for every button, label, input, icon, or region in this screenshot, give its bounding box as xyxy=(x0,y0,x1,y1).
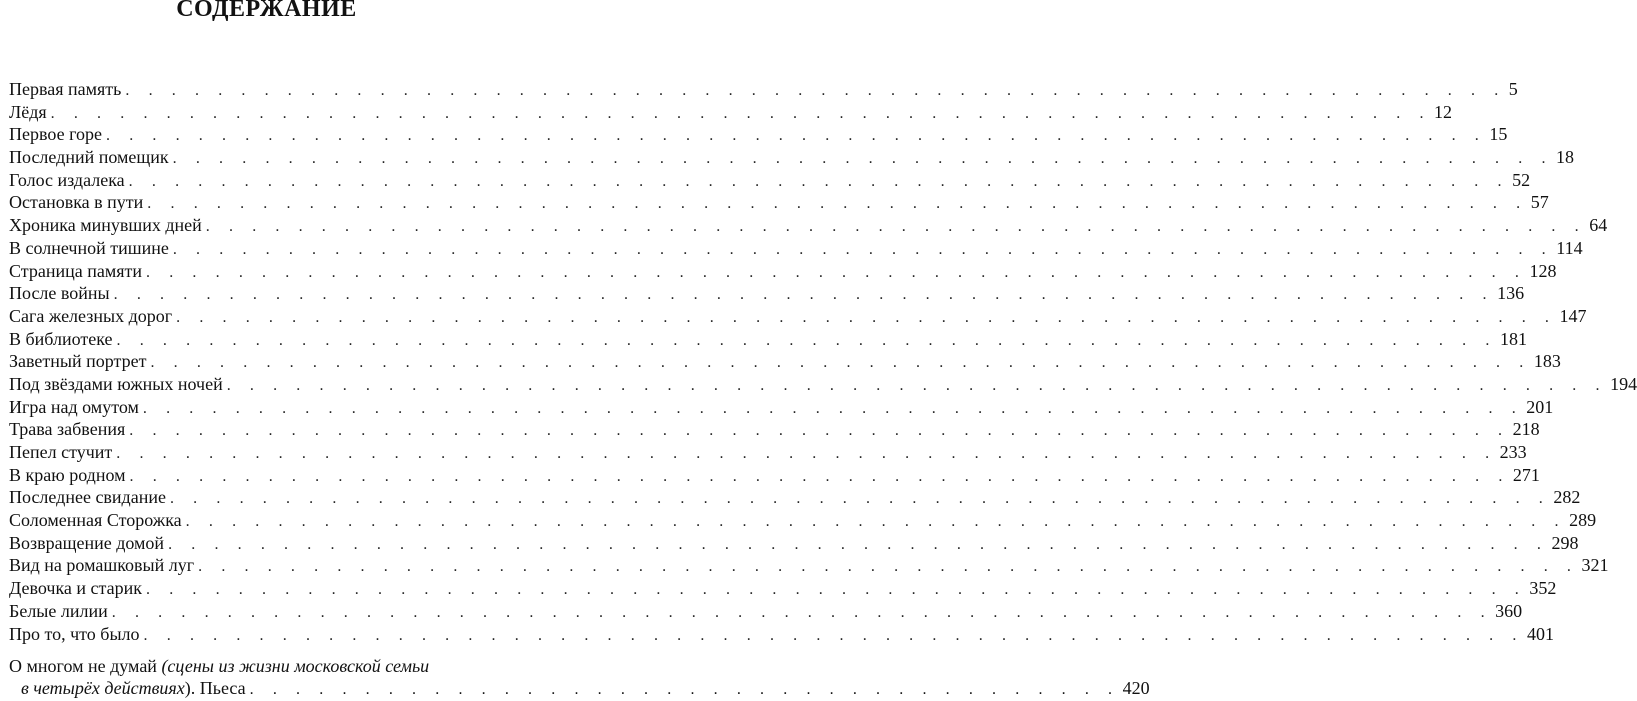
toc-entry-title: Про то, что было xyxy=(9,623,140,644)
toc-entry xyxy=(9,214,1608,237)
toc-entry-title: В краю родном xyxy=(9,464,126,485)
toc-entry xyxy=(9,418,1540,441)
toc-entry-title: Остановка в пути xyxy=(9,192,144,213)
toc-entry-page: 298 xyxy=(1551,532,1579,553)
toc-entry xyxy=(9,486,1581,509)
dot-leader: . . . . . . . . . . . . . . . . . . . . . . . . . . . . . . . . . . . . . . . . . . . . . . . . . . . . . . . . . . . . xyxy=(147,195,1528,213)
dot-leader: . . . . . . . . . . . . . . . . . . . . . . . . . . . . . . . . . . . . . . . . . . . . . . . . . . . . . . . . . . . . xyxy=(172,240,1554,258)
toc-entry-page: 5 xyxy=(1508,79,1518,99)
toc-entry xyxy=(9,328,1527,351)
toc-entry-page: 321 xyxy=(1581,555,1609,576)
toc-entry-last-subtitle-2: в четырёх действиях xyxy=(21,678,185,698)
toc-entry-title: Лёдя xyxy=(9,101,47,122)
toc-entry-title: Первая память xyxy=(9,79,122,99)
toc-entry xyxy=(9,464,1540,487)
page-title: СОДЕРЖАНИЕ xyxy=(176,0,357,22)
toc-entry-page: 352 xyxy=(1529,578,1557,599)
dot-leader: . . . . . . . . . . . . . . . . . . . . . . . . . . . . . . . . . . . . . . . . . . . . . . . . . . . . . . . . . . . . xyxy=(146,581,1527,599)
dot-leader: . . . . . . . . . . . . . . . . . . . . . . . . . . . . . . . . . . . . . . . . . . . . . . . . . . . . . . . . . . . . xyxy=(146,263,1527,281)
toc-entry xyxy=(9,123,1508,146)
dot-leader: . . . . . . . . . . . . . . . . . . . . . . . . . . . . . . . . . . . . . . . . . . . . . . . . . . . . . . . . . . . . xyxy=(176,308,1557,326)
toc-entry-page: 12 xyxy=(1434,101,1453,122)
toc-entry xyxy=(9,191,1549,214)
dot-leader: . . . . . . . . . . . . . . . . . . . . . . . . . . . . . . . . . . . . . . . . . . . . . . . . . . . . . . . . . . . . xyxy=(198,558,1579,576)
toc-entry-last-title: О многом не думай xyxy=(9,656,157,676)
toc-entry xyxy=(9,373,1637,396)
toc-entry-page: 181 xyxy=(1499,328,1527,349)
toc-entry-page: 194 xyxy=(1610,373,1637,394)
toc-entry-title: Первое горе xyxy=(9,124,102,145)
toc-entry-title: После войны xyxy=(9,283,110,304)
toc-entry xyxy=(9,554,1609,577)
toc-entry xyxy=(9,260,1557,283)
dot-leader: . . . . . . . . . . . . . . . . . . . . . . . . . . . . . . . . . . . . . . . . . . . . . . . . . . . . . . . . . . . . xyxy=(116,331,1497,349)
toc-entry xyxy=(9,101,1453,124)
toc-entry-title: Пепел стучит xyxy=(9,442,113,462)
toc-entry xyxy=(9,169,1531,192)
toc-entry-title: Голос издалека xyxy=(9,169,125,190)
toc-entry-page: 147 xyxy=(1559,305,1587,326)
toc-entry-page: 57 xyxy=(1530,192,1549,213)
dot-leader: . . . . . . . . . . . . . . . . . . . . . . . . . . . . . . . . . . . . . . . . . . . . . . . . . . . . . . . . . . . . xyxy=(125,82,1506,99)
toc-entry-page: 401 xyxy=(1526,623,1554,644)
toc-entry-title: В солнечной тишине xyxy=(9,237,169,258)
toc-entry-last-page: 420 xyxy=(1122,678,1150,698)
toc-entry-last-suffix: ). Пьеса xyxy=(184,678,246,698)
toc-entry xyxy=(9,305,1587,328)
toc-entry xyxy=(9,623,1554,646)
toc-entry-page: 282 xyxy=(1553,487,1581,508)
dot-leader: . . . . . . . . . . . . . . . . . . . . . . . . . . . . . . . . . . . . . . . . . . . . . . . . . . . . . . . . . . . . xyxy=(150,354,1531,372)
toc-entry-page: 183 xyxy=(1533,351,1561,372)
toc-entry-title: Сага железных дорог xyxy=(9,305,173,326)
toc-entry xyxy=(9,237,1583,260)
dot-leader: . . . . . . . . . . . . . . . . . . . . . . . . . . . . . . . . . . . . . . . . . . . . . . . . . . . . . . . . . . . . xyxy=(205,218,1587,236)
toc-entry-page: 271 xyxy=(1512,464,1540,485)
toc-entry xyxy=(9,509,1597,532)
toc-entry-title: Возвращение домой xyxy=(9,532,165,553)
dot-leader: . . . . . . . . . . . . . . . . . . . . . . . . . . . . . . . . . . . . . . . . . . . . . . . . . . . . . . . . . . . . xyxy=(50,104,1432,122)
toc-entry xyxy=(9,532,1579,555)
toc-entry xyxy=(9,78,1518,101)
toc-entry-title: Трава забвения xyxy=(9,419,126,440)
toc-entry-page: 136 xyxy=(1497,283,1525,304)
dot-leader: . . . . . . . . . . . . . . . . . . . . . . . . . . . . . . . . . . . . . . . . . . . . . . . . . . . . . . . . . . . . xyxy=(185,513,1567,531)
toc-entry-page: 233 xyxy=(1499,442,1527,462)
toc-entry xyxy=(9,577,1557,600)
dot-leader: . . . . . . . . . . . . . . . . . . . . . . . . . . . . . . . . . . . . . . . . . . . . . . . . . . . . . . . . . . . . xyxy=(169,490,1551,508)
dot-leader: . . . . . . . . . . . . . . . . . . . . . . . . . . . . . . . . . . . . . . . . . . . . . . . . . . . . . . . . . . . . xyxy=(116,445,1497,462)
dot-leader: . . . . . . . . . . . . . . . . . . . . . . . . . . . . . . . . . . . . . . . . . . . . . . . . . . . . . . . . . . . . xyxy=(172,150,1554,168)
dot-leader: . . . . . . . . . . . . . . . . . . . . . . . . . . . . . . . . . . . . . . . . . . . . . . . . . . . . . . . . . . . . xyxy=(113,286,1495,304)
dot-leader: . . . . . . . . . . . . . . . . . . . . . . . . . . . . . . . . . . . . . . . . . . . . . . . . . . . . . . . . . . . . xyxy=(168,535,1549,553)
toc-entry-last-line1 xyxy=(9,655,528,677)
toc-entry-title: Игра над омутом xyxy=(9,396,139,417)
toc-entry-title: Девочка и старик xyxy=(9,578,142,599)
toc-entry-title: Вид на ромашковый луг xyxy=(9,555,195,576)
dot-leader: . . . . . . . . . . . . . . . . . . . . . . . . . . . . . . . . . . . . . . . . . . . . . . . . . . . . . . . . . . . . xyxy=(111,603,1493,621)
toc-entry-page: 289 xyxy=(1569,510,1597,531)
toc-entry xyxy=(9,146,1575,169)
toc-entry-last xyxy=(9,655,1150,701)
toc-entry-title: В библиотеке xyxy=(9,328,113,349)
toc-entry-title: Последнее свидание xyxy=(9,487,166,508)
toc-entry-title: Страница памяти xyxy=(9,260,143,281)
toc-entry-page: 114 xyxy=(1556,237,1583,258)
dot-leader: . . . . . . . . . . . . . . . . . . . . . . . . . . . . . . . . . . . . . . xyxy=(249,681,1120,698)
toc-entry-title: Соломенная Сторожка xyxy=(9,510,182,531)
table-of-contents xyxy=(9,78,1637,645)
toc-entry-page: 128 xyxy=(1529,260,1557,281)
toc-entry-page: 15 xyxy=(1489,124,1508,145)
dot-leader: . . . . . . . . . . . . . . . . . . . . . . . . . . . . . . . . . . . . . . . . . . . . . . . . . . . . . . . . . . . . xyxy=(129,422,1510,440)
toc-entry xyxy=(9,441,1527,464)
toc-entry xyxy=(9,396,1554,419)
dot-leader: . . . . . . . . . . . . . . . . . . . . . . . . . . . . . . . . . . . . . . . . . . . . . . . . . . . . . . . . . . . . xyxy=(226,376,1608,394)
toc-entry-page: 201 xyxy=(1526,396,1554,417)
toc-entry-title: Белые лилии xyxy=(9,600,108,621)
toc-entry-last-line2-text xyxy=(21,677,246,699)
toc-entry xyxy=(9,282,1525,305)
toc-entry-title: Заветный портрет xyxy=(9,351,147,372)
toc-entry-title: Хроника минувших дней xyxy=(9,215,202,236)
dot-leader: . . . . . . . . . . . . . . . . . . . . . . . . . . . . . . . . . . . . . . . . . . . . . . . . . . . . . . . . . . . . xyxy=(143,626,1524,644)
toc-entry-page: 52 xyxy=(1512,169,1531,190)
dot-leader: . . . . . . . . . . . . . . . . . . . . . . . . . . . . . . . . . . . . . . . . . . . . . . . . . . . . . . . . . . . . xyxy=(128,172,1510,190)
toc-entry-page: 64 xyxy=(1589,215,1608,236)
toc-entry-last-line2 xyxy=(9,677,1150,701)
toc-entry-page: 218 xyxy=(1512,419,1540,440)
dot-leader: . . . . . . . . . . . . . . . . . . . . . . . . . . . . . . . . . . . . . . . . . . . . . . . . . . . . . . . . . . . . xyxy=(142,399,1524,417)
toc-entry-page: 18 xyxy=(1556,147,1575,168)
toc-entry-title: Под звёздами южных ночей xyxy=(9,373,223,394)
toc-entry-page: 360 xyxy=(1495,600,1523,621)
dot-leader: . . . . . . . . . . . . . . . . . . . . . . . . . . . . . . . . . . . . . . . . . . . . . . . . . . . . . . . . . . . . xyxy=(106,127,1487,145)
toc-entry xyxy=(9,350,1561,373)
dot-leader: . . . . . . . . . . . . . . . . . . . . . . . . . . . . . . . . . . . . . . . . . . . . . . . . . . . . . . . . . . . . xyxy=(129,467,1510,485)
toc-entry-title: Последний помещик xyxy=(9,147,169,168)
toc-entry xyxy=(9,600,1523,623)
toc-entry-last-subtitle-1: (сцены из жизни московской семьи xyxy=(161,656,430,676)
